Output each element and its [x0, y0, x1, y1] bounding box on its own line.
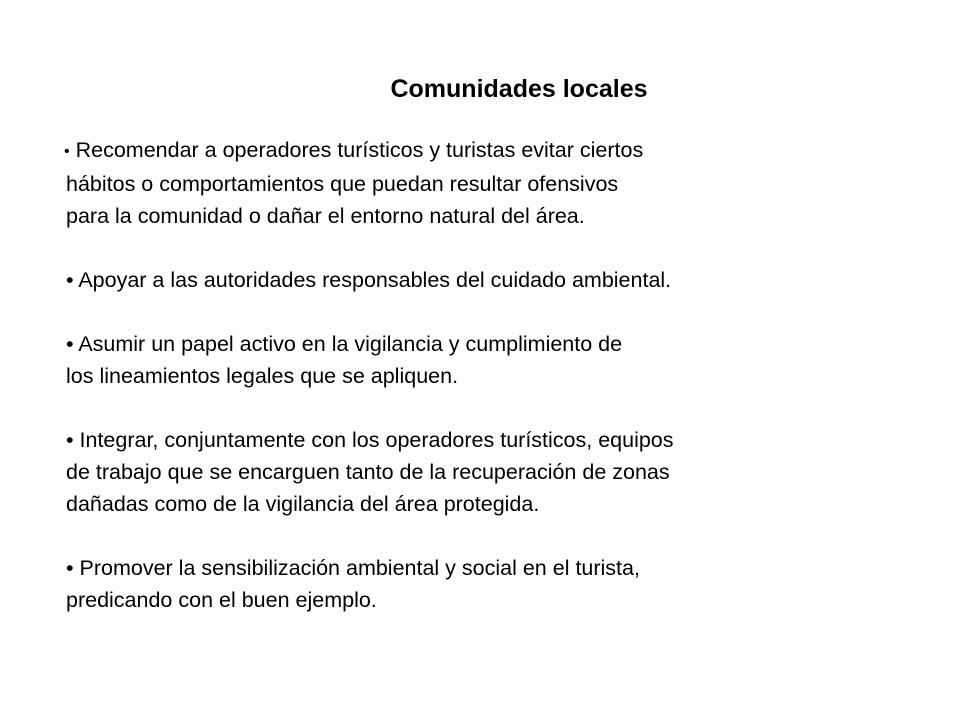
list-item-text: Apoyar a las autoridades responsables del cuidado ambiental.: [78, 268, 672, 292]
list-item-line: de trabajo que se encarguen tanto de la recuperación de zonas: [66, 460, 670, 484]
slide-title: Comunidades locales: [390, 75, 648, 103]
list-item: [66, 552, 926, 616]
list-item-text: Promover la sensibilización ambiental y social en el turista,: [79, 556, 640, 580]
list-item-line: los lineamientos legales que se apliquen.: [66, 364, 459, 388]
list-item-line: [66, 134, 926, 168]
list-item-line: [66, 328, 926, 360]
list-item: [66, 264, 926, 296]
bullet-icon: •: [66, 428, 74, 452]
list-item-line: [66, 264, 926, 296]
list-item-line: hábitos o comportamientos que puedan resultar ofensivos: [66, 172, 619, 196]
list-item-line: dañadas como de la vigilancia del área protegida.: [66, 492, 540, 516]
list-item: [66, 328, 926, 392]
bullet-icon: •: [66, 332, 74, 356]
list-item-line: [66, 424, 926, 456]
list-item-text: Asumir un papel activo en la vigilancia y cumplimiento de: [78, 332, 623, 356]
bullet-icon: •: [66, 268, 74, 292]
bullet-list: [66, 134, 926, 616]
list-item-text: Integrar, conjuntamente con los operadores turísticos, equipos: [79, 428, 674, 452]
bullet-icon: •: [66, 556, 74, 580]
list-item-line: [66, 552, 926, 584]
list-item-text: Recomendar a operadores turísticos y turistas evitar ciertos: [75, 138, 644, 162]
list-item-line: predicando con el buen ejemplo.: [66, 588, 377, 612]
list-item-line: para la comunidad o dañar el entorno natural del área.: [66, 204, 585, 228]
list-item: [66, 424, 926, 520]
list-item: [66, 134, 926, 232]
bullet-icon: •: [64, 143, 70, 160]
